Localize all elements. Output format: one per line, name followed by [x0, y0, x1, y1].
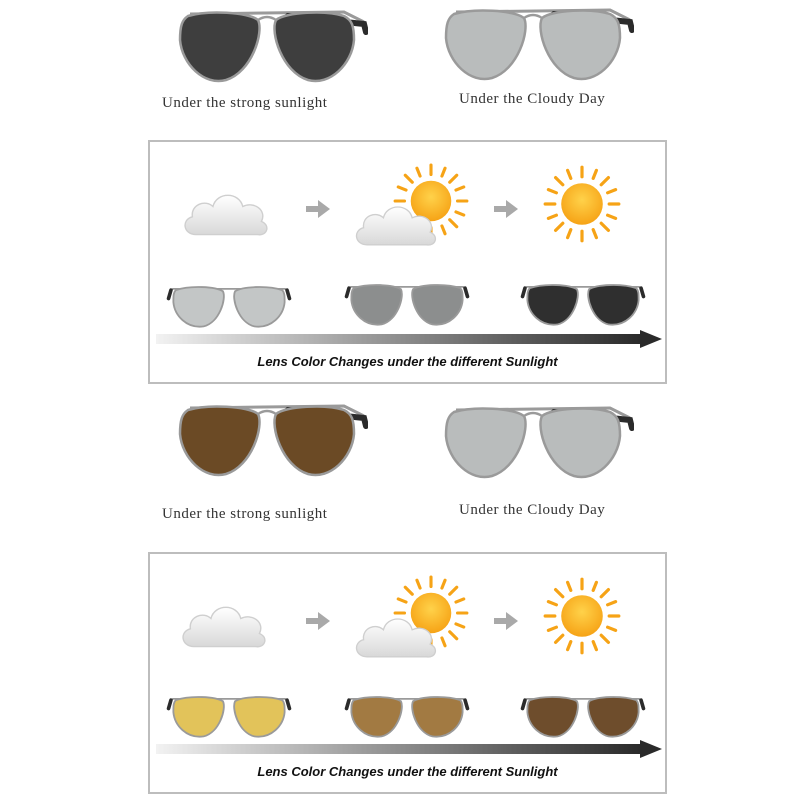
sunglasses-icon: [168, 396, 368, 482]
sun-behind-cloud-icon: [350, 162, 470, 252]
caption-cloudy-day: Under the Cloudy Day: [459, 91, 606, 107]
lens-right: [540, 409, 620, 477]
lens-left: [180, 13, 260, 81]
lens-right: [274, 13, 354, 81]
sunglasses-icon: [168, 2, 368, 88]
sun-icon: [542, 576, 622, 656]
sunglasses-icon: [510, 688, 656, 740]
sunglasses-icon: [334, 688, 480, 740]
gradient-arrow: [156, 740, 662, 758]
sunglasses-icon: [510, 276, 656, 328]
sun-icon: [542, 164, 622, 244]
lens-left: [446, 409, 526, 477]
caption-cloudy-day: Under the Cloudy Day: [459, 502, 606, 518]
caption-strong-sunlight: Under the strong sunlight: [162, 506, 328, 522]
cloud-icon: [176, 598, 272, 654]
lens-right: [274, 407, 354, 475]
sunglasses-icon: [334, 276, 480, 328]
lens-change-panel: [148, 552, 667, 794]
arrow-right-icon: [306, 612, 330, 630]
sunglasses-icon: [434, 398, 634, 484]
lens-right: [540, 11, 620, 79]
sunglasses-icon: [156, 688, 302, 740]
arrow-right-icon: [494, 612, 518, 630]
lens-left: [446, 11, 526, 79]
caption-strong-sunlight: Under the strong sunlight: [162, 95, 328, 111]
panel-caption: Lens Color Changes under the different Sunlight: [257, 764, 558, 779]
sun-behind-cloud-icon: [350, 574, 470, 664]
sunglasses-icon: [434, 0, 634, 86]
cloud-icon: [178, 186, 274, 242]
arrow-right-icon: [306, 200, 330, 218]
arrow-right-icon: [494, 200, 518, 218]
lens-left: [180, 407, 260, 475]
sunglasses-icon: [156, 278, 302, 330]
lens-change-panel: [148, 140, 667, 384]
gradient-arrow: [156, 330, 662, 348]
panel-caption: Lens Color Changes under the different Sunlight: [257, 354, 558, 369]
